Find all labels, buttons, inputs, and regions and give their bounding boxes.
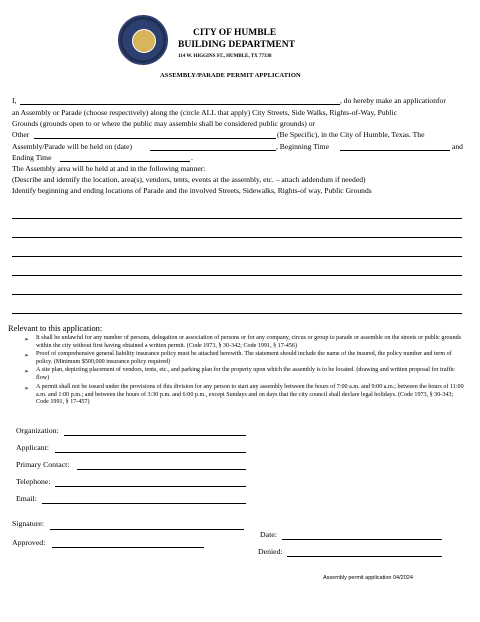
- bullet-item: A permit shall not be issued under the provisions of this division for any person to start any assembly between the hours of 7:00 a.m. and 9:00 a.m.; between the hours of 11:00 a.m. and 1:00 p.m.; and between the hours of 3:30 p.m. and 6:00 p.m., except Sundays and on days that the city council shall declare legal holidays. (Code 1973, § 30-343; Code 1991, § 17-457): [36, 384, 464, 406]
- description-line[interactable]: [12, 313, 462, 314]
- ending-time-field[interactable]: [60, 161, 190, 162]
- applicant-label: Applicant:: [16, 443, 49, 452]
- approved-label: Approved:: [12, 538, 46, 547]
- description-line[interactable]: [12, 256, 462, 257]
- telephone-field[interactable]: [55, 486, 246, 487]
- department-name: BUILDING DEPARTMENT: [178, 40, 295, 50]
- ending-time-label: Ending Time: [12, 153, 52, 162]
- email-label: Email:: [16, 494, 37, 503]
- primary-contact-field[interactable]: [77, 469, 246, 470]
- body-line-7: The Assembly area will be held at and in the following manner:: [12, 164, 206, 173]
- body-line-5-date-label: Assembly/Parade will be held on (date): [12, 142, 132, 151]
- email-field[interactable]: [42, 503, 246, 504]
- bullet-arrow-icon: ➢: [24, 369, 30, 375]
- ending-time-period: .: [191, 153, 193, 162]
- beginning-time-field[interactable]: [340, 150, 450, 151]
- bullet-item: Proof of comprehensive general liability insurance policy must be attached herewith. The statement should include the name of the insured, the policy number and term of policy. (Minimum $500,000 insurance policy required): [36, 351, 452, 365]
- event-date-field[interactable]: [150, 150, 276, 151]
- signature-field[interactable]: [50, 529, 244, 530]
- approved-field[interactable]: [52, 547, 204, 548]
- body-line-4-suffix: (Be Specific), in the City of Humble, Texas. The: [277, 130, 425, 139]
- applicant-field[interactable]: [55, 452, 246, 453]
- body-line-3: Grounds (grounds open to or where the public may assemble shall be considered public grounds) or: [12, 119, 316, 128]
- organization-label: Organization:: [16, 426, 59, 435]
- bullet-item: It shall be unlawful for any number of persons, delegation or association of persons or for any company, circus or group to parade or assemble on the streets or public grounds within the city without first having obtained a written permit. (Code 1973, § 30-342; Code 1991, § 17-456): [36, 335, 462, 349]
- beginning-time-label: , Beginning Time: [276, 142, 329, 151]
- footer-version: Assembly permit application 04/2024: [323, 575, 413, 581]
- seal-star-icon: [132, 29, 156, 53]
- body-line-1-suffix: , do hereby make an applicationfor: [340, 96, 446, 105]
- other-location-field[interactable]: [34, 138, 276, 139]
- description-line[interactable]: [12, 218, 462, 219]
- description-line[interactable]: [12, 237, 462, 238]
- bullet-arrow-icon: ➢: [24, 386, 30, 392]
- bullet-item: A site plan, depicting placement of vendors, tents, etc., and parking plan for the property upon which the assembly is to be located. (drawing and written proposal for traffic flow): [36, 367, 455, 381]
- body-line-5-and: and: [452, 142, 463, 151]
- body-line-1-prefix: I,: [12, 96, 17, 105]
- body-line-4-prefix: Other: [12, 130, 30, 139]
- telephone-label: Telephone:: [16, 477, 51, 486]
- body-line-8: (Describe and identify the location, area(s), vendors, tents, events at the assembly, etc. – attach addendum if needed): [12, 175, 366, 184]
- organization-field[interactable]: [64, 435, 246, 436]
- bullet-arrow-icon: ➢: [24, 337, 30, 343]
- primary-contact-label: Primary Contact:: [16, 460, 70, 469]
- body-line-2: an Assembly or Parade (choose respectively) along the (circle ALL that apply) City Streets, Side Walks, Rights-of-Way, Public: [12, 108, 398, 117]
- applicant-name-field[interactable]: [20, 104, 340, 105]
- signature-label: Signature:: [12, 519, 45, 528]
- relevant-heading: Relevant to this application:: [8, 324, 103, 333]
- department-address: 114 W. HIGGINS ST., HUMBLE, TX 77338: [178, 54, 272, 59]
- city-name: CITY OF HUMBLE: [193, 28, 277, 38]
- bullet-arrow-icon: ➢: [24, 353, 30, 359]
- body-line-9: Identify beginning and ending locations of Parade and the involved Streets, Sidewalks, Rights-of way, Public Grounds: [12, 186, 372, 195]
- description-line[interactable]: [12, 294, 462, 295]
- city-seal: [118, 15, 168, 65]
- description-line[interactable]: [12, 275, 462, 276]
- denied-label: Denied:: [258, 547, 283, 556]
- denied-field[interactable]: [287, 556, 442, 557]
- form-title: ASSEMBLY/PARADE PERMIT APPLICATION: [160, 72, 301, 79]
- date-label: Date:: [260, 530, 277, 539]
- date-field[interactable]: [282, 539, 442, 540]
